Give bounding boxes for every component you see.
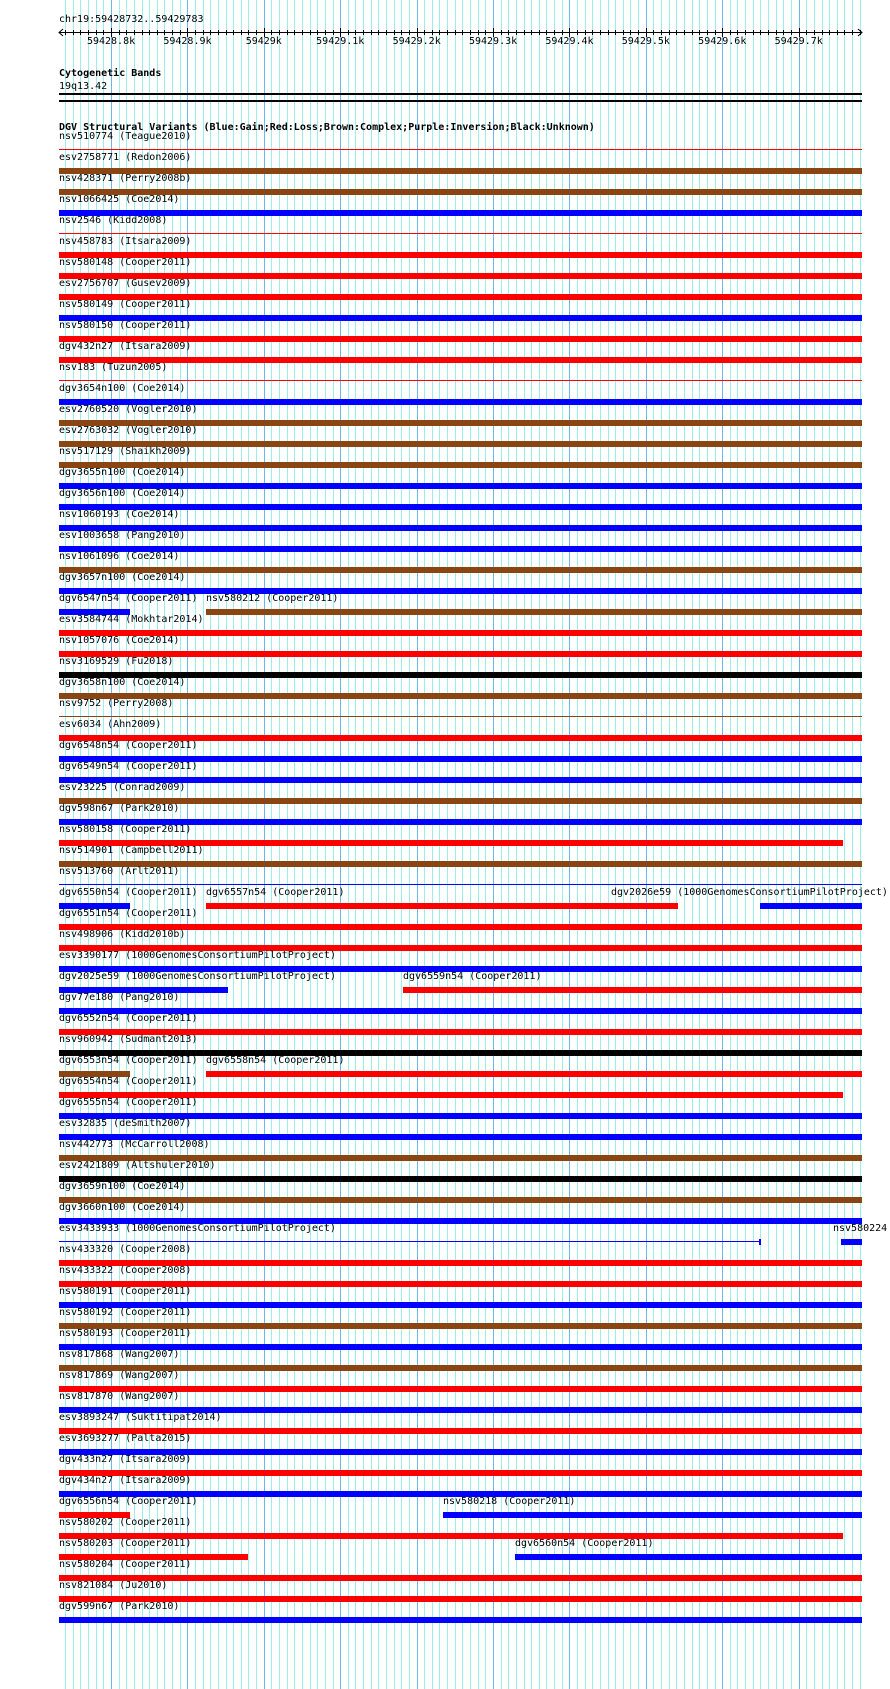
- variant-red-bar[interactable]: [59, 1386, 862, 1392]
- variant-brown-bar[interactable]: [59, 1365, 862, 1371]
- variant-label[interactable]: nsv817870 (Wang2007): [59, 1391, 180, 1402]
- variant-label[interactable]: dgv3656n100 (Coe2014): [59, 488, 186, 499]
- variant-label[interactable]: nsv442773 (McCarroll2008): [59, 1139, 210, 1150]
- variant-label[interactable]: nsv458783 (Itsara2009): [59, 236, 192, 247]
- variant-label[interactable]: nsv433320 (Cooper2008): [59, 1244, 192, 1255]
- variant-brown-bar[interactable]: [59, 861, 862, 867]
- variant-label[interactable]: nsv580149 (Cooper2011): [59, 299, 192, 310]
- ruler-tick-label: 59429k: [245, 36, 282, 47]
- variant-label[interactable]: nsv3169529 (Fu2018): [59, 656, 174, 667]
- variant-label[interactable]: nsv1060193 (Coe2014): [59, 509, 180, 520]
- variant-label[interactable]: dgv3657n100 (Coe2014): [59, 572, 186, 583]
- variant-label[interactable]: dgv3658n100 (Coe2014): [59, 677, 186, 688]
- variant-label[interactable]: esv3584744 (Mokhtar2014): [59, 614, 204, 625]
- variant-red-bar[interactable]: [59, 630, 862, 636]
- ruler-axis: [0, 0, 890, 60]
- variant-brown-bar[interactable]: [59, 189, 862, 195]
- variant-label[interactable]: dgv434n27 (Itsara2009): [59, 1475, 192, 1486]
- variant-label[interactable]: nsv183 (Tuzun2005): [59, 362, 168, 373]
- variant-label[interactable]: esv2760520 (Vogler2010): [59, 404, 198, 415]
- variant-label[interactable]: nsv580191 (Cooper2011): [59, 1286, 192, 1297]
- ruler-tick-label: 59429.1k: [316, 36, 365, 47]
- variant-label[interactable]: nsv817869 (Wang2007): [59, 1370, 180, 1381]
- variant-label[interactable]: dgv6555n54 (Cooper2011): [59, 1097, 198, 1108]
- variant-red-bar[interactable]: [59, 1596, 862, 1602]
- variant-label[interactable]: nsv580202 (Cooper2011): [59, 1517, 192, 1528]
- variant-label[interactable]: dgv3655n100 (Coe2014): [59, 467, 186, 478]
- variant-label[interactable]: nsv580148 (Cooper2011): [59, 257, 192, 268]
- variant-blue-bar[interactable]: [59, 210, 862, 216]
- variant-label[interactable]: nsv580193 (Cooper2011): [59, 1328, 192, 1339]
- variant-label[interactable]: dgv6553n54 (Cooper2011): [59, 1055, 198, 1066]
- variant-label[interactable]: esv32835 (deSmith2007): [59, 1118, 192, 1129]
- variant-label[interactable]: nsv1061096 (Coe2014): [59, 551, 180, 562]
- variant-red-bar[interactable]: [59, 149, 862, 150]
- variant-label[interactable]: nsv1066425 (Coe2014): [59, 194, 180, 205]
- variant-blue-bar[interactable]: [59, 504, 862, 510]
- variant-blue-bar[interactable]: [59, 1617, 862, 1623]
- variant-red-bar[interactable]: [206, 1071, 862, 1077]
- variant-label[interactable]: dgv6558n54 (Cooper2011): [206, 1055, 345, 1066]
- variant-label[interactable]: dgv3654n100 (Coe2014): [59, 383, 186, 394]
- variant-red-bar[interactable]: [59, 1575, 862, 1581]
- variant-label[interactable]: nsv517129 (Shaikh2009): [59, 446, 192, 457]
- variant-red-bar[interactable]: [59, 651, 862, 657]
- variant-label[interactable]: dgv3660n100 (Coe2014): [59, 1202, 186, 1213]
- variant-label[interactable]: esv3433933 (1000GenomesConsortiumPilotProject): [59, 1223, 336, 1234]
- variant-label[interactable]: nsv960942 (Sudmant2013): [59, 1034, 198, 1045]
- variant-red-bar[interactable]: [206, 903, 678, 909]
- variant-label[interactable]: dgv6552n54 (Cooper2011): [59, 1013, 198, 1024]
- variant-brown-bar[interactable]: [59, 693, 862, 699]
- variant-label[interactable]: nsv580212 (Cooper2011): [206, 593, 339, 604]
- variant-label[interactable]: dgv6560n54 (Cooper2011): [515, 1538, 654, 1549]
- variant-end-tick: [759, 1239, 761, 1245]
- variant-label[interactable]: esv1003658 (Pang2010): [59, 530, 186, 541]
- variant-label[interactable]: nsv580204 (Cooper2011): [59, 1559, 192, 1570]
- variant-label[interactable]: dgv6557n54 (Cooper2011): [206, 887, 345, 898]
- ruler-tick-label: 59429.4k: [545, 36, 594, 47]
- variant-label[interactable]: nsv9752 (Perry2008): [59, 698, 174, 709]
- variant-label[interactable]: nsv514901 (Campbell2011): [59, 845, 204, 856]
- variant-label[interactable]: dgv433n27 (Itsara2009): [59, 1454, 192, 1465]
- ruler-tick-label: 59429.6k: [698, 36, 747, 47]
- variant-label[interactable]: esv2421809 (Altshuler2010): [59, 1160, 216, 1171]
- variant-label[interactable]: nsv510774 (Teague2010): [59, 131, 192, 142]
- variant-label[interactable]: esv3893247 (Suktitipat2014): [59, 1412, 222, 1423]
- variant-label[interactable]: nsv580224: [833, 1223, 888, 1234]
- variant-red-bar[interactable]: [403, 987, 862, 993]
- variant-blue-bar[interactable]: [443, 1512, 862, 1518]
- variant-label[interactable]: nsv821084 (Ju2010): [59, 1580, 168, 1591]
- variant-label[interactable]: nsv580218 (Cooper2011): [443, 1496, 576, 1507]
- variant-label[interactable]: esv3390177 (1000GenomesConsortiumPilotProject): [59, 950, 336, 961]
- variant-label[interactable]: dgv6547n54 (Cooper2011): [59, 593, 198, 604]
- variant-label[interactable]: dgv2026e59 (1000GenomesConsortiumPilotProject): [611, 887, 888, 898]
- variant-blue-bar[interactable]: [515, 1554, 862, 1560]
- ruler-tick-label: 59429.7k: [774, 36, 823, 47]
- variant-label[interactable]: dgv598n67 (Park2010): [59, 803, 180, 814]
- variant-red-bar[interactable]: [59, 233, 862, 234]
- ruler-tick-label: 59429.5k: [621, 36, 670, 47]
- variant-label[interactable]: esv3693277 (Palta2015): [59, 1433, 192, 1444]
- variant-label[interactable]: dgv6551n54 (Cooper2011): [59, 908, 198, 919]
- variant-label[interactable]: dgv6554n54 (Cooper2011): [59, 1076, 198, 1087]
- variant-brown-bar[interactable]: [206, 609, 862, 615]
- variant-label[interactable]: dgv432n27 (Itsara2009): [59, 341, 192, 352]
- variant-red-bar[interactable]: [59, 357, 862, 363]
- ruler-tick-label: 59428.8k: [86, 36, 136, 47]
- ruler-tick-label: 59429.2k: [392, 36, 441, 47]
- ruler-tick-label: 59428.9k: [163, 36, 212, 47]
- variant-label[interactable]: dgv599n67 (Park2010): [59, 1601, 180, 1612]
- variant-label[interactable]: nsv817868 (Wang2007): [59, 1349, 180, 1360]
- variant-label[interactable]: esv2758771 (Redon2006): [59, 152, 192, 163]
- variant-label[interactable]: dgv77e180 (Pang2010): [59, 992, 180, 1003]
- variant-label[interactable]: dgv3659n100 (Coe2014): [59, 1181, 186, 1192]
- variant-label[interactable]: nsv580203 (Cooper2011): [59, 1538, 192, 1549]
- variant-label[interactable]: esv2756707 (Gusev2009): [59, 278, 192, 289]
- variant-label[interactable]: nsv580150 (Cooper2011): [59, 320, 192, 331]
- variant-label[interactable]: nsv580158 (Cooper2011): [59, 824, 192, 835]
- variant-label[interactable]: dgv6548n54 (Cooper2011): [59, 740, 198, 751]
- cytobands-track-title[interactable]: Cytogenetic Bands: [59, 68, 162, 79]
- variant-label[interactable]: dgv6556n54 (Cooper2011): [59, 1496, 198, 1507]
- variant-label[interactable]: nsv498906 (Kidd2010b): [59, 929, 186, 940]
- track-divider: [59, 100, 862, 102]
- ruler-tick-label: 59429.3k: [468, 36, 518, 47]
- variant-label[interactable]: dgv2025e59 (1000GenomesConsortiumPilotProject): [59, 971, 336, 982]
- dgv-track-title[interactable]: DGV Structural Variants (Blue:Gain;Red:Loss;Brown:Complex;Purple:Inversion;Black:Unknown): [59, 122, 595, 133]
- variant-label[interactable]: nsv1057076 (Coe2014): [59, 635, 180, 646]
- cytoband-label: 19q13.42: [59, 81, 108, 92]
- variant-label[interactable]: nsv580192 (Cooper2011): [59, 1307, 192, 1318]
- variant-label[interactable]: dgv6550n54 (Cooper2011): [59, 887, 198, 898]
- variant-label[interactable]: esv2763032 (Vogler2010): [59, 425, 198, 436]
- variant-blue-bar[interactable]: [841, 1239, 862, 1245]
- variant-blue-bar[interactable]: [59, 1344, 862, 1350]
- variant-label[interactable]: nsv433322 (Cooper2008): [59, 1265, 192, 1276]
- variant-label[interactable]: esv23225 (Conrad2009): [59, 782, 186, 793]
- variant-blue-bar[interactable]: [760, 903, 862, 909]
- variant-brown-bar[interactable]: [59, 798, 862, 804]
- variant-label[interactable]: nsv428371 (Perry2008b): [59, 173, 192, 184]
- variant-blue-bar[interactable]: [59, 884, 862, 885]
- variant-blue-bar[interactable]: [59, 546, 862, 552]
- variant-label[interactable]: dgv6549n54 (Cooper2011): [59, 761, 198, 772]
- variant-blue-bar[interactable]: [59, 1241, 760, 1242]
- variant-label[interactable]: dgv6559n54 (Cooper2011): [403, 971, 542, 982]
- cytoband-ideogram-line: [59, 93, 862, 95]
- variant-brown-bar[interactable]: [59, 716, 862, 717]
- variant-red-bar[interactable]: [59, 380, 862, 381]
- variant-label[interactable]: esv6034 (Ahn2009): [59, 719, 162, 730]
- variant-label[interactable]: nsv513760 (Arlt2011): [59, 866, 180, 877]
- location-label: chr19:59428732..59429783: [59, 14, 204, 25]
- variant-label[interactable]: nsv2546 (Kidd2008): [59, 215, 168, 226]
